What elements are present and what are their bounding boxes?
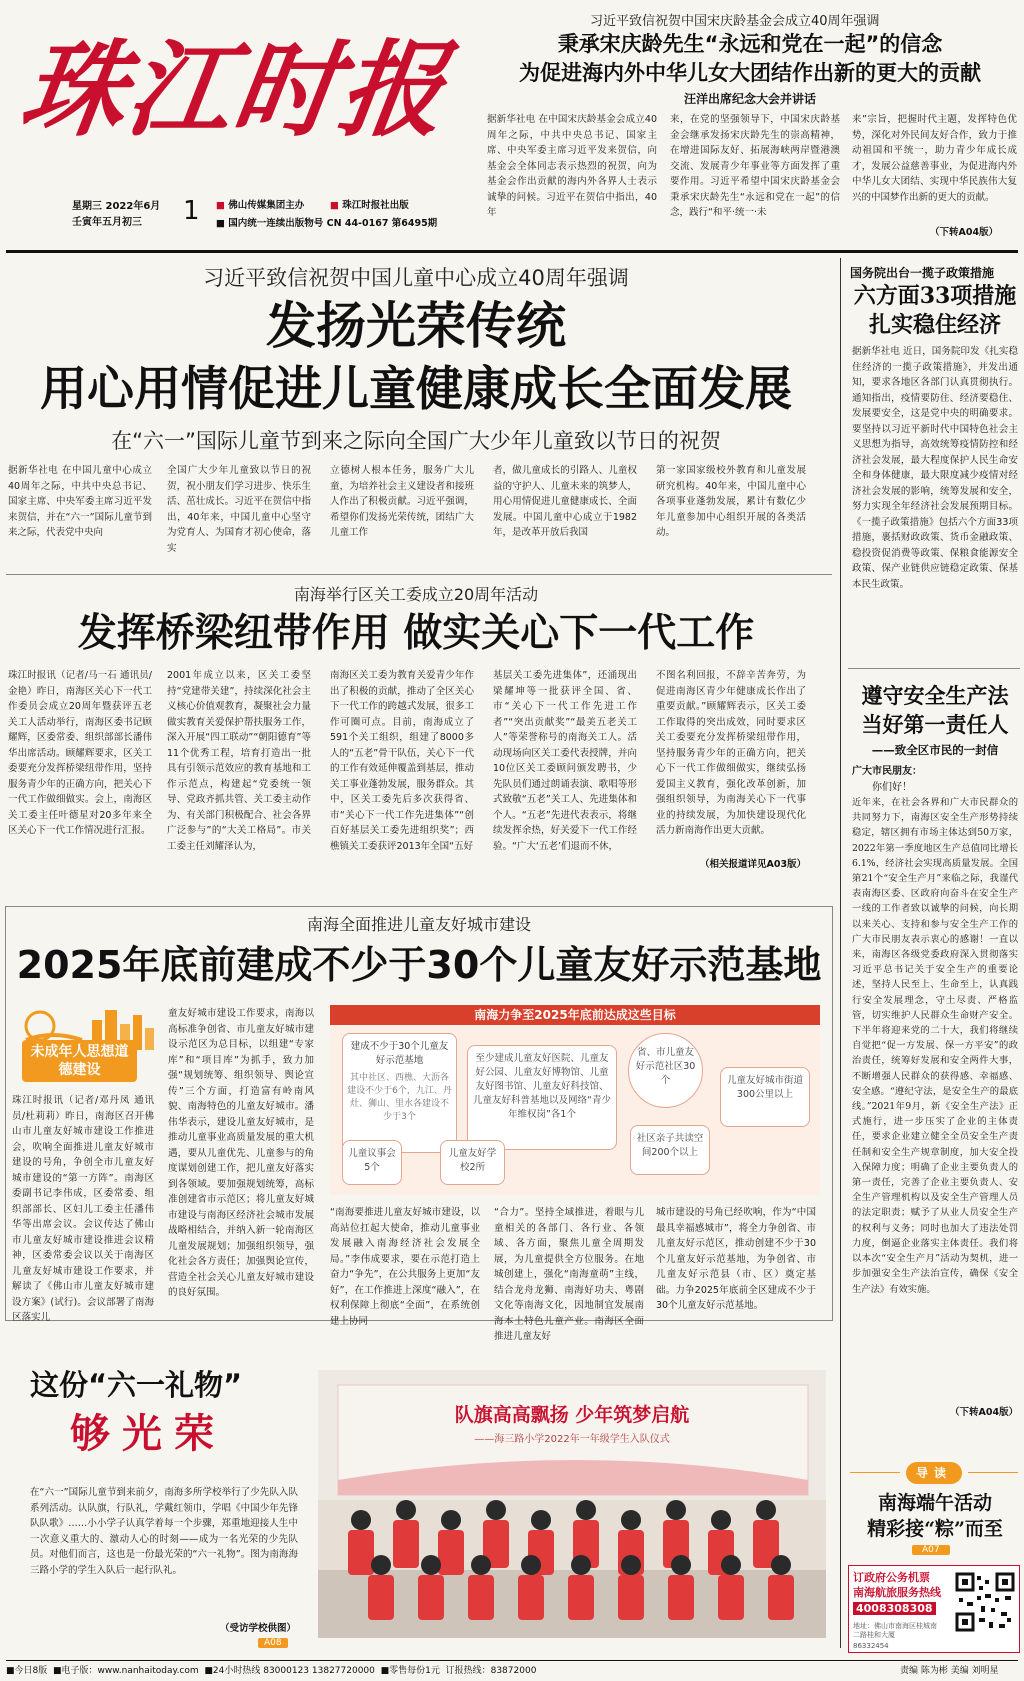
footer-email[interactable]: ■电子版：www.nanhaitoday.com (52, 1666, 199, 1676)
lead-kicker: 习近平致信祝贺中国儿童中心成立40周年强调 (203, 266, 629, 290)
sidebar2-title-a[interactable]: 遵守安全生产法 (861, 683, 1009, 708)
feature-title-2: 够光荣 (70, 1410, 226, 1457)
section2-col-1: 珠江时报讯（记者/马一石 通讯员/金艳）昨日，南海区关心下一代工作委员会成立20周年暨获评五老关工人活动举行，南海区委书记顾耀辉，区委常委、组织部部长潘伟华出席活动。顾耀辉要求，区关工委要充分发挥桥梁纽带作用，坚持服务青少年的正确方向，把关心下一代工作做细做实。会上，南海区关工委主任叶德星对20多年来全区关心下一代工作情况进行汇报。 (8, 670, 152, 836)
section3-logo-tag: 未成年人思想道德建设 (22, 1040, 137, 1082)
ad-address: 地址：佛山市南海区桂城南二路桂和大厦 (853, 1622, 937, 1639)
top-story-jump: （下转A04版） (930, 227, 999, 238)
photo-banner-title: 队旗高高飘扬 少年筑梦启航 (454, 1404, 690, 1426)
diagram-box-reading: 社区亲子共读空间200个以上 (630, 1125, 710, 1175)
section2-col-3: 南海区关工委为教育关爱青少年作出了积极的贡献，推动了全区关心下一代工作的跨越式发展，很多工作可圈可点。目前，南海成立了591个关工组织，组建了8000多人的“五老”骨干队伍，关心下一代的工作有效延伸覆盖到基层，推动关工事业蓬勃发展，服务群众。其中，区关工委先后多次获得省、市“关心下一代工作先进集体”“创百好基层关工委先进组织奖”；西樵镇关工委获评2013年全国“五好 (330, 670, 474, 852)
sidebar1-title-a[interactable]: 六方面33项措施 (853, 283, 1017, 309)
guide-label: 导读 (906, 1462, 962, 1484)
section3-col-4: “合力”。坚持全域推进，着眼与儿童相关的各部门、各行业、各领域、各方面，聚焦儿童全周期发展，为儿童提供全方位服务。在地城创建上，强化“南海童萌”主线，结合龙舟龙狮、南海好功夫、粤剧文化等南海文化，因地制宜发展南海本土特色儿童产业。南海区全面推进儿童友好 (494, 1207, 644, 1342)
top-story-title-2[interactable]: 为促进海内外中华儿女大团结作出新的更大的贡献 (519, 61, 981, 85)
lead-col-2: 全国广大少年儿童致以节日的祝贺，祝小朋友们学习进步、快乐生活、茁壮成长。习近平在贺信中指出，40年来，中国儿童中心坚守为党育人、为国育才初心使命，落实 (167, 465, 311, 554)
sidebar3-title-a[interactable]: 南海端午活动 (877, 1492, 992, 1514)
diagram-base30-label: 建成不少于30个儿童友好示范基地 (350, 1041, 449, 1066)
lead-col-1: 据新华社电 在中国儿童中心成立40周年之际，中共中央总书记、国家主席、中央军委主席习近平发来贺信，并在“六一”国际儿童节到来之际，代表党中央向 (8, 465, 152, 538)
section2-col-2: 2001年成立以来，区关工委坚持“党建带关建”，持续深化社会主义核心价值观教育，凝聚社会力量做实教育关爱保护帮扶服务工作，深入开展“四工联动”“朝阳德育”等11个优秀工程，培育打造出一批具有引领示范效应的教育基地和工作示范点，构建起“党委统一领导、党政齐抓共管、关工委主动作为、有关部门积极配合、社会各界广泛参与”的“大关工格局”。市关工委主任刘耀泽认为， (167, 670, 311, 852)
top-story-col-3: 来”宗旨，把握时代主题，发挥特色优势，深化对外民间友好合作，致力于推动祖国和平统一，助力青少年成长成才，发展公益慈善事业，为促进海内外中华儿女大团结、实现中华民族伟大复兴的中国梦作出新的更大的贡献。 (852, 114, 1017, 203)
section2-related: （相关报道详见A03版） (700, 859, 807, 870)
diagram-base30-detail: 其中社区、西樵、大沥各建设不少于6个，九江、丹灶、狮山、里水各建设不少于3个 (347, 1073, 452, 1122)
section3-title[interactable]: 2025年底前建成不少于30个儿童友好示范基地 (16, 943, 822, 987)
diagram-box-council: 儿童议事会5个 (342, 1140, 402, 1185)
top-story-title-1[interactable]: 秉承宋庆龄先生“永远和党在一起”的信念 (557, 32, 943, 56)
sidebar2-hello: 你们好！ (872, 782, 912, 793)
sidebar-divider (840, 258, 841, 1648)
section3-col-1: 珠江时报讯（记者/邓丹凤 通讯员/杜莉莉）昨日，南海区召开佛山市儿童友好城市建设工作推进会，吹响全面推进儿童友好城市建设的号角，争创全市儿童友好城市建设的“第一方阵”。南海区委副书记李伟成，区委常委、组织部部长、区妇儿工委主任潘伟华等出席会议。会议传达了佛山市儿童友好城市建设推进会议精神，区委常委会议以关于南海区儿童友好城市建设工作要求，并解读了《佛山市儿童友好城市建设方案》(试行)。会议部署了南海区落实儿 (12, 1095, 154, 1323)
ad-box[interactable] (848, 1565, 1020, 1653)
footer-bar (6, 1663, 1018, 1679)
footer-pages: ■今日8版 (6, 1666, 48, 1676)
sidebar2-body: 近年来，在社会各界和广大市民群众的共同努力下，南海区安全生产形势持续稳定，辖区拥有市场主体达到50万家，2022年第一季度地区生产总值同比增长6.1%，经济社会实现高质量发展。全国第21个“安全生产月”来临之际，我谨代表南海区委、区政府向奋斗在安全生产一线的工作者致以诚挚的问候，向长期以来关心、支持和参与安全生产工作的广大市民朋友表示衷心的感谢！一直以来，南海区各级党委政府深入贯彻落实习近平总书记关于安全生产的重要论述，坚持人民至上、生命至上，认真践行安全发展理念，守土尽责、严格监管，切实维护人民群众生命财产安全。下半年将迎来党的二十大，我们将继续自觉把“促一方发展、保一方平安”的政治责任，统筹好发展和安全两件大事，不断增强人民群众的获得感、幸福感、安全感。“遵纪守法，是安全生产的最底线。”2021年9月，新《安全生产法》正式施行，进一步压实了企业的主体责任，要求企业建立健全全员安全生产责任制和安全生产规章制度，加大安全投入保障力度；明确了企业主要负责人的第一责任，完善了企业主要负责人、安全生产管理机构以及安全生产管理人员的法定职责；赋予了从业人员安全生产的权利与义务；同时也加大了违法处罚力度，倒逼企业落实主体责任。我们将以本次“安全生产月”活动为契机，进一步加强安全生产法治宣传，确保《安全生产法》有效实施。 (852, 797, 1018, 1295)
lead-rule (6, 574, 832, 575)
masthead-logo: 珠江时报 (13, 28, 455, 151)
feature-credit: （受访学校供图） (220, 1623, 297, 1634)
section2-kicker: 南海举行区关工委成立20周年活动 (293, 585, 539, 604)
publisher-label: 珠江时报社出版 (342, 200, 409, 211)
feature-photo[interactable] (318, 1370, 826, 1638)
lead-title-2[interactable]: 用心用情促进儿童健康成长全面发展 (40, 362, 792, 417)
feature-page: A08 (258, 1638, 288, 1648)
masthead-sponsor: ■ 佛山传媒集团主办 (216, 200, 305, 211)
masthead-lunar: 壬寅年五月初三 (72, 217, 142, 228)
top-story-col-2: 来，在党的坚强领导下，中国宋庆龄基金会继承发扬宋庆龄先生的崇高精神，在增进国际友好、拓展海峡两岸暨港澳交流、发展青少年事业等方面发挥了重要作用。习近平希望中国宋庆龄基金会秉承宋庆龄先生“永远和党在一起”的信念，践行“和平·统一·未 (670, 114, 840, 218)
footer-price: ■零售每份1元 (380, 1666, 440, 1676)
top-story-kicker: 习近平致信祝贺中国宋庆龄基金会成立40周年强调 (590, 14, 880, 29)
ad-tel: 86332454 (853, 1642, 889, 1650)
footer-subscribe: 订报热线：83872000 (445, 1666, 537, 1676)
footer-rule (6, 1660, 1018, 1661)
feature-body: 在“六一”国际儿童节到来前夕，南海多所学校举行了少先队入队系列活动。认队旗，行队礼，学戴红领巾，学唱《中国少年先锋队队歌》……小小学子认真学着每一个步骤，郑重地迎接人生中一次意义重大的、激动人心的时刻——成为一名光荣的少先队员。对他们而言，这也是一份最光荣的“六一礼物”。图为南海海三路小学的学生入队后一起行队礼。 (30, 1487, 298, 1576)
diagram-box-streets: 儿童友好城市街道300公里以上 (720, 1067, 810, 1127)
lead-subtitle: 在“六一”国际儿童节到来之际向全国广大少年儿童致以节日的祝贺 (111, 429, 721, 453)
lead-col-5: 第一家国家级校外教育和儿童发展研究机构。40年来，中国儿童中心各项事业蓬勃发展，累计有数亿少年儿童参加中心组织开展的各类活动。 (656, 465, 806, 538)
top-story-col-1: 据新华社电 在中国宋庆龄基金会成立40周年之际，中共中央总书记、国家主席、中央军委主席习近平发来贺信，向基金会全体同志表示热烈的祝贺，向为基金会作出贡献的海内外各界人士表示诚挚的问候。习近平在贺信中指出，40年 (487, 114, 657, 218)
masthead-rule (6, 250, 1018, 253)
sidebar2-title-b[interactable]: 当好第一责任人 (861, 712, 1009, 737)
qr-code-icon (955, 1572, 1015, 1632)
sidebar3-title-b[interactable]: 精彩接“粽”而至 (867, 1518, 1003, 1540)
lead-col-4: 者，做儿童成长的引路人、儿童权益的守护人、儿童未来的筑梦人，用心用情促进儿童健康成长、全面发展。中国儿童中心成立于1982年，是改革开放后我国 (493, 465, 637, 538)
sidebar2-salute: 广大市民朋友： (852, 766, 922, 777)
section2-title[interactable]: 发挥桥梁纽带作用 做实关心下一代工作 (77, 611, 755, 656)
cn-label: 国内统一连续出版物号 CN 44-0167 第6495期 (228, 218, 438, 229)
footer-editors: 责编 陈为彬 美编 刘明星 (900, 1666, 999, 1676)
photo-banner-sub: ——海三路小学2022年一年级学生入队仪式 (474, 1434, 670, 1445)
section3-col-3: “南海要推进儿童友好城市建设，以高站位扛起大使命，推动儿童事业发展融入南海经济社会发展全局。”李伟成要求，要在示范打造上奋力“争先”，在公共服务上更加“友好”，在工作推进上深度“融入”，在权利保障上彻底“全面”，在系统创建上协同 (330, 1207, 480, 1327)
guide-rule-left (850, 1472, 900, 1473)
sidebar1-rule (848, 668, 1020, 669)
footer-hotline: ■24小时热线 83000123 13827720000 (204, 1666, 375, 1676)
section3-col-5: 城市建设的号角已经吹响，作为“中国最具幸福感城市”，将全力争创省、市儿童友好示范区，推动创建不少于30个儿童友好示范基地，为争创省、市儿童友好示范县（市、区）奠定基础。力争2025年底前全区建成不少于30个儿童友好示范基地。 (656, 1207, 816, 1311)
top-story-subtitle: 汪洋出席纪念大会并讲话 (683, 92, 816, 106)
section2-col-5: 不图名利回报，不辞辛苦奔劳，为促进南海区青少年健康成长作出了重要贡献。”顾耀辉表示，区关工委工作取得的突出成效，同时要求区关工委要充分发挥桥梁纽带作用，坚持服务青少年的正确方向，把关心下一代工作做细做实，继续弘扬爱国主义教育，强化改革创新，加强组织领导，为南海关心下一代事业的持续发展，为加快建设现代化活力新南海作出更大贡献。 (656, 670, 806, 836)
ad-line-2: 南海航旅服务热线 (853, 1586, 941, 1599)
diagram-box-community: 省、市儿童友好示范社区30个 (628, 1033, 703, 1108)
masthead-issue: 1 (183, 196, 200, 226)
section2-col-4: 基层关工委先进集体”，还涌现出梁耀坤等一批获评全国、省、市“关心下一代工作先进工作者”“突出贡献奖”“最美五老关工人”等荣誉称号的南海关工人。活动现场向区关工委代表授牌，并向10位区关工委顾问颁发聘书，少先队员们通过朗诵表演、歌唱等形式致敬“五老”关工人、先进集体和个人。“五老”先进代表表示，将继续发挥余热，好关爱下一代工作经验。“广大‘五老’们退而不休， (493, 670, 637, 852)
section3-col-2: 童友好城市建设工作要求，南海以高标准争创省、市儿童友好城市建设示范区为总目标，以组建“专家库”和“项目库”为抓手，致力加强“规划统筹、组织领导、舆论宣传”三个方面，打造富有岭南风貌、南海特色的儿童友好城市。潘伟华表示，建设儿童友好城市，是推动儿童事业高质量发展的重大机遇，要从儿童优先、儿童参与的角度谋划创建工作，把儿童友好落实到各领域。要加强规划统筹，高标准创建省市示范区；将儿童友好城市建设与南海区经济社会城市发展战略相结合，并纳入新一轮南海区儿童发展规划；加强组织领导，强化社会各方责任；加强舆论宣传，营造全社会关心儿童友好城市建设的良好氛围。 (168, 1008, 314, 1298)
sponsor-label: 佛山传媒集团主办 (228, 200, 305, 211)
masthead-date: 星期三 2022年6月 (72, 201, 161, 212)
lead-col-3: 立德树人根本任务，服务广大儿童，为培养社会主义建设者和接班人作出了积极贡献。习近平强调，希望你们发扬光荣传统，团结广大儿童工作 (330, 465, 474, 538)
masthead-cn: ■ 国内统一连续出版物号 CN 44-0167 第6495期 (216, 218, 438, 229)
sidebar2-subtitle: ——致全区市民的一封信 (871, 743, 999, 757)
diagram-box-facilities: 至少建成儿童友好医院、儿童友好公园、儿童友好博物馆、儿童友好图书馆、儿童友好科技馆、儿童友好科普基地以及网络“青少年维权岗”各1个 (467, 1045, 617, 1150)
sidebar3-page: A07 (912, 1545, 950, 1555)
guide-rule-right (968, 1472, 1018, 1473)
targets-diagram (330, 1005, 820, 1195)
sidebar1-title-b[interactable]: 扎实稳住经济 (868, 312, 1001, 338)
diagram-title: 南海力争至2025年底前达成这些目标 (330, 1005, 820, 1025)
masthead-publisher: ■ 珠江时报社出版 (330, 200, 409, 211)
section3-kicker: 南海全面推进儿童友好城市建设 (306, 915, 531, 934)
diagram-box-schools: 儿童友好学校2所 (440, 1140, 505, 1185)
sidebar1-kicker: 国务院出台一揽子政策措施 (850, 266, 995, 280)
ad-line-1: 订政府公务机票 (853, 1571, 930, 1584)
sidebar2-jump: （下转A04版） (950, 1407, 1019, 1418)
feature-title-1: 这份“六一礼物” (30, 1368, 243, 1402)
ad-phone: 4008308308 (853, 1602, 936, 1615)
sidebar1-body: 据新华社电 近日，国务院印发《扎实稳住经济的一揽子政策措施》，并发出通知，要求各地区各部门认真贯彻执行。通知指出，疫情要防住、经济要稳住、发展要安全，这是党中央的明确要求。要坚持以习近平新时代中国特色社会主义思想为指导，高效统筹疫情防控和经济社会发展，最大程度保护人民生命安全和身体健康，最大限度减少疫情对经济社会发展的影响，统筹发展和安全，努力实现全年经济社会发展预期目标。《一揽子政策措施》包括六个方面33项措施，裹括财政政策、货币金融政策、稳投资促消费等政策、保粮食能源安全政策、保产业链供应链稳定政策、保基本民生政策。 (852, 346, 1018, 590)
diagram-box-base30 (342, 1033, 457, 1153)
lead-title-1[interactable]: 发扬光荣传统 (266, 297, 566, 355)
